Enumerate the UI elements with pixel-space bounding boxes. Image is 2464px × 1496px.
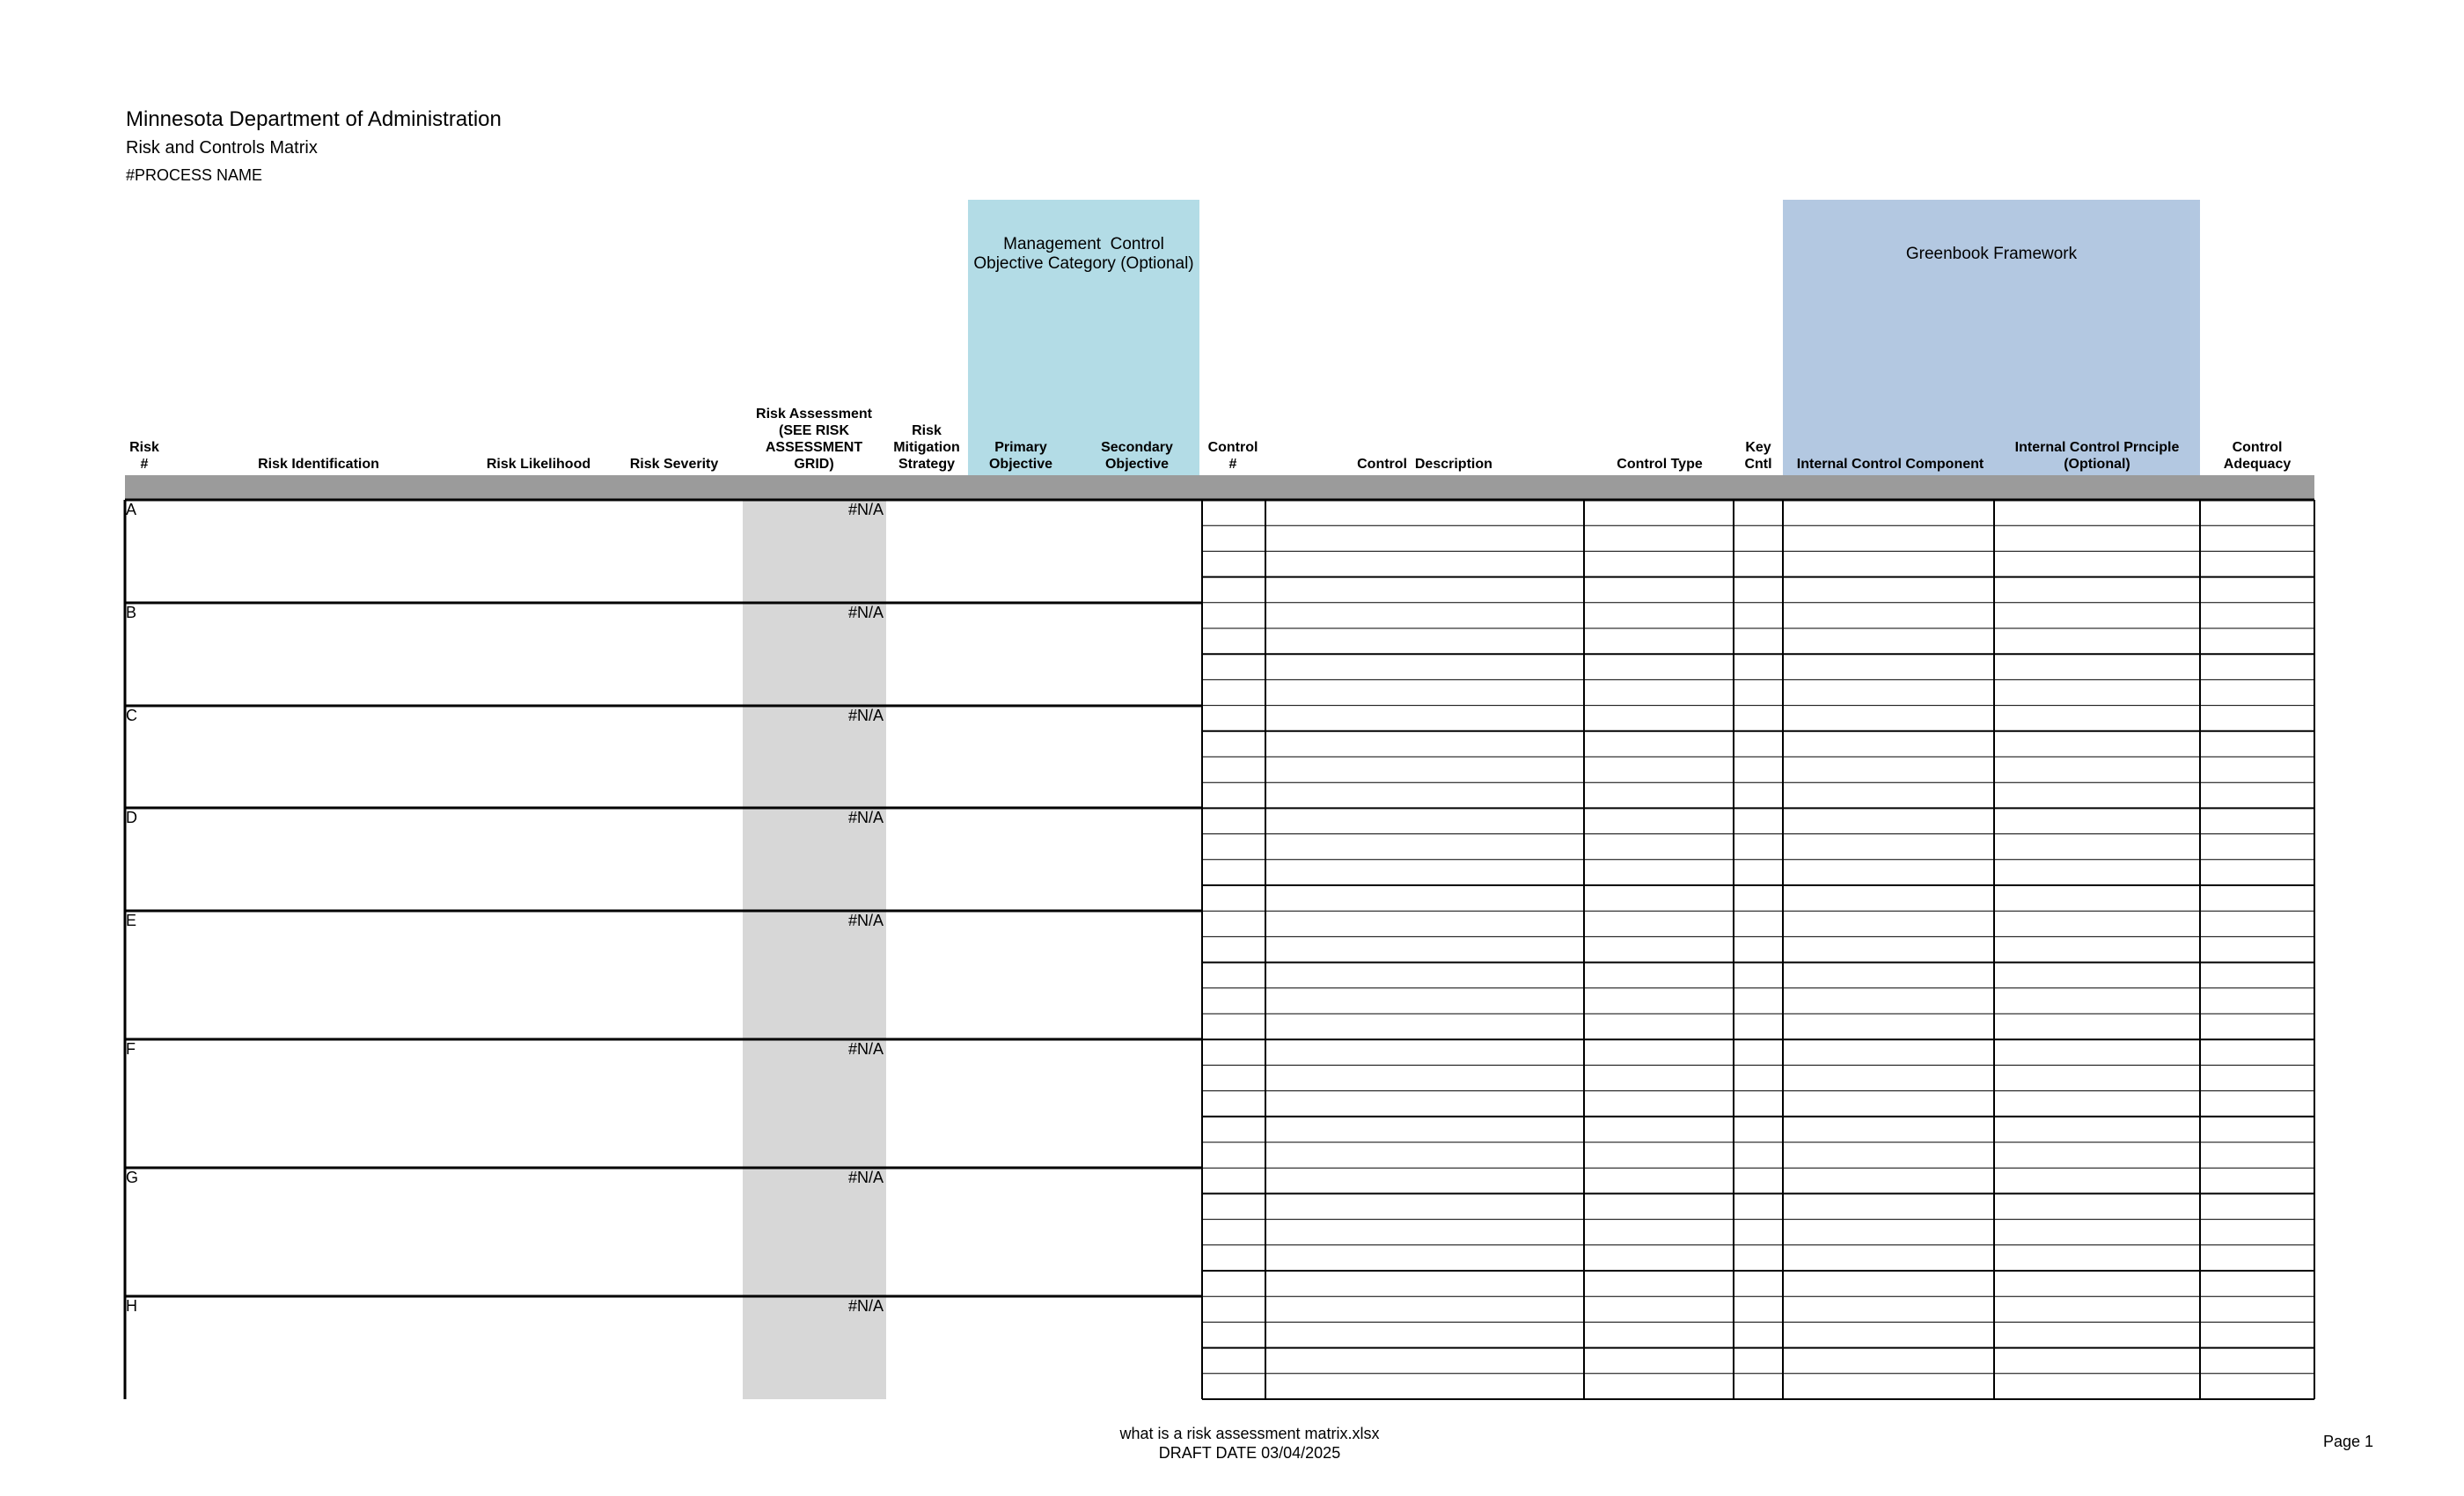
header-control-description: Control Description bbox=[1357, 457, 1492, 472]
header-primary-objective: Primary Objective bbox=[988, 440, 1053, 472]
risk-id-label: C bbox=[126, 707, 137, 724]
header-risk-identification: Risk Identification bbox=[258, 457, 379, 472]
risk-id-label: H bbox=[126, 1297, 137, 1315]
risk-assessment-value: #N/A bbox=[847, 809, 884, 826]
process-name: #PROCESS NAME bbox=[126, 166, 263, 184]
header-internal-control-principle: Internal Control Prnciple (Optional) bbox=[2014, 440, 2180, 472]
risk-assessment-value: #N/A bbox=[847, 604, 884, 621]
header-internal-control-component: Internal Control Component bbox=[1796, 457, 1984, 472]
risk-assessment-value: #N/A bbox=[847, 707, 884, 724]
risk-id-label: E bbox=[126, 912, 137, 929]
risk-id-label: D bbox=[126, 809, 137, 826]
header-key-cntl: Key Cntl bbox=[1744, 440, 1772, 472]
header-risk-severity: Risk Severity bbox=[629, 457, 719, 472]
header-secondary-objective: Secondary Objective bbox=[1101, 440, 1173, 472]
risk-assessment-value: #N/A bbox=[847, 912, 884, 929]
risk-assessment-value: #N/A bbox=[847, 1169, 884, 1186]
org-title: Minnesota Department of Administration bbox=[126, 107, 502, 131]
header-risk-likelihood: Risk Likelihood bbox=[486, 457, 591, 472]
header-control-num: Control # bbox=[1207, 440, 1258, 472]
header-risk-assessment: Risk Assessment (SEE RISK ASSESSMENT GRID) bbox=[756, 407, 872, 472]
greenbook-band-label: Greenbook Framework bbox=[1905, 244, 2078, 263]
header-control-adequacy: Control Adequacy bbox=[2223, 440, 2292, 472]
header-risk-num: Risk # bbox=[129, 440, 159, 472]
risk-assessment-value: #N/A bbox=[847, 501, 884, 518]
header-control-type: Control Type bbox=[1617, 457, 1703, 472]
footer-filename: what is a risk assessment matrix.xlsx bbox=[1119, 1425, 1380, 1442]
footer bbox=[1119, 1424, 1379, 1463]
risk-id-label: G bbox=[126, 1169, 139, 1186]
risk-id-label: F bbox=[126, 1040, 136, 1058]
risk-assessment-value: #N/A bbox=[847, 1040, 884, 1058]
header-risk-mitigation: Risk Mitigation Strategy bbox=[893, 423, 960, 472]
doc-title: Risk and Controls Matrix bbox=[126, 138, 318, 158]
page-number: Page 1 bbox=[2323, 1433, 2374, 1450]
risk-id-label: B bbox=[126, 604, 137, 621]
risk-id-label: A bbox=[126, 501, 137, 518]
management-objective-band-label: Management Control Objective Category (Optional) bbox=[973, 234, 1194, 273]
footer-draft-date: DRAFT DATE 03/04/2025 bbox=[1158, 1444, 1341, 1462]
risk-assessment-value: #N/A bbox=[847, 1297, 884, 1315]
